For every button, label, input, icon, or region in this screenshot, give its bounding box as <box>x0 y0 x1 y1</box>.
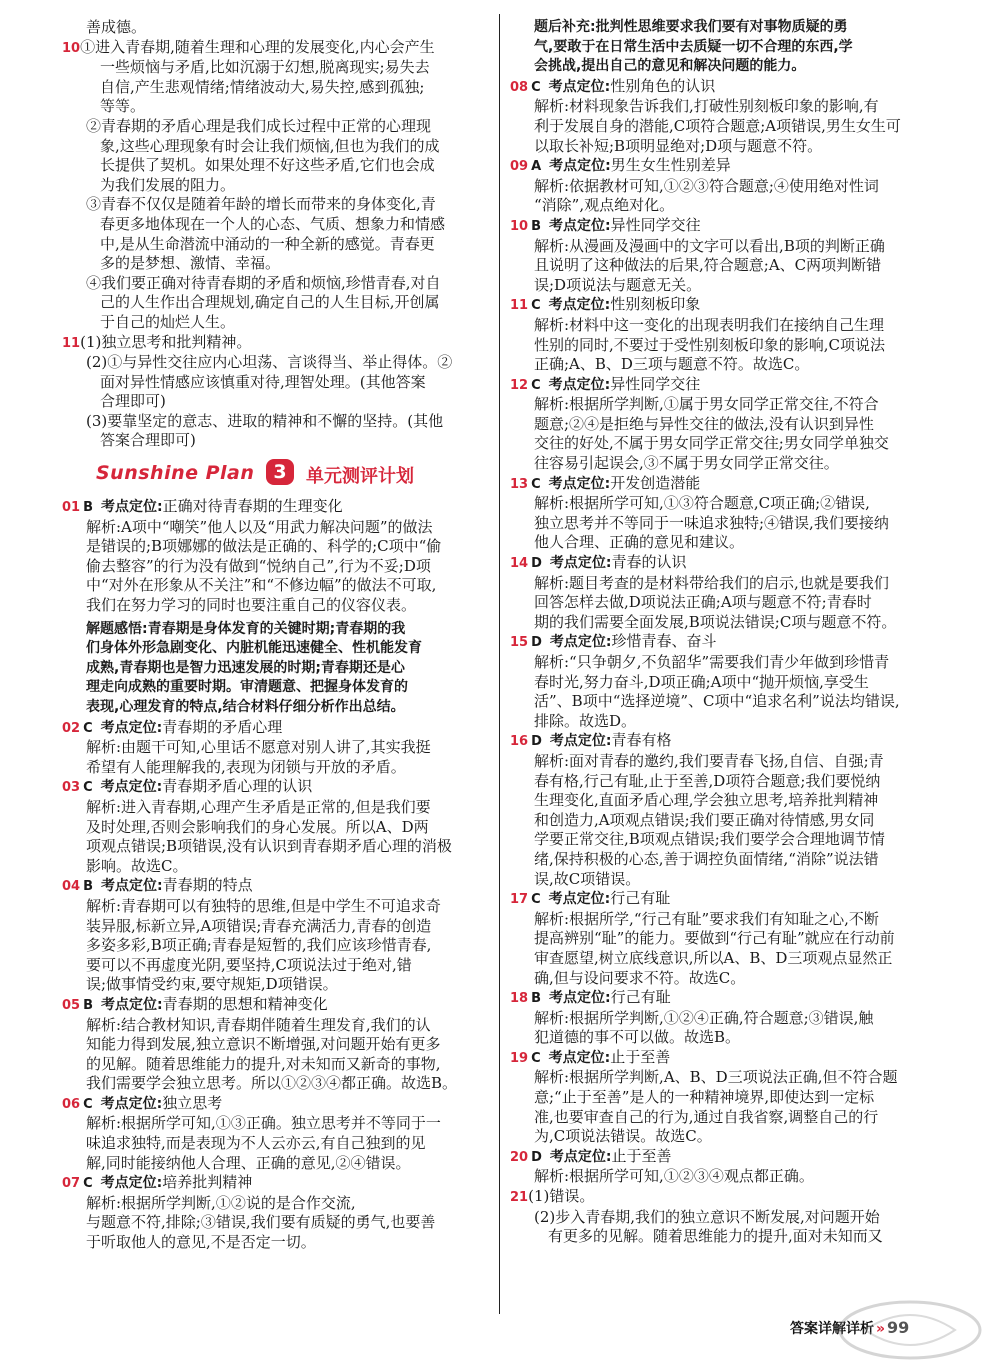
text-line: 提高辨别“耻”的能力。要做到“行己有耻”就应在行动前 <box>534 929 895 948</box>
answer-item <box>510 889 948 988</box>
text-line: 理走向成熟的重要时期。审清题意、把握身体发育的 <box>86 679 408 696</box>
text-line: 解析:根据所学可知,①③符合题意,C项正确;②错误, <box>534 494 870 513</box>
text-line: 学要正常交往,B项观点错误;我们要学会合理地调节情 <box>534 830 885 849</box>
topic-text: 青春的认识 <box>611 553 687 572</box>
answer-item <box>510 632 948 731</box>
answer-header <box>510 1048 948 1069</box>
answer-letter: B <box>531 991 542 1007</box>
topic-text: 行己有耻 <box>610 988 671 1007</box>
text-line: 于自己的灿烂人生。 <box>100 312 236 331</box>
answer-letter: C <box>83 780 93 796</box>
text-line: 绪,保持积极的心态,善于调控负面情绪,“消除”说法错 <box>534 849 879 868</box>
answer-item <box>510 988 948 1048</box>
text-line: 多姿多彩,B项正确;青春是短暂的,我们应该珍惜青春, <box>86 936 432 955</box>
text-line: ③青春不仅仅是随着年龄的增长而带来的身体变化,青 <box>86 195 436 214</box>
text-line: 春更多地体现在一个人的心态、气质、想象力和情感 <box>100 214 446 233</box>
text-line: 题后补充:批判性思维要求我们要有对事物质疑的勇 <box>534 19 848 35</box>
banner-unit-number: 3 <box>266 459 294 485</box>
question-number: 19 <box>510 1050 529 1066</box>
text-line: 装异服,标新立异,A项错误;青春充满活力,青春的创造 <box>86 916 432 935</box>
text-line: 解析:A项中“嘲笑”他人以及“用武力解决问题”的做法 <box>86 517 433 536</box>
answer-letter: C <box>531 79 541 95</box>
answer-item <box>510 1147 948 1187</box>
question-number: 02 <box>62 720 81 736</box>
text-line: 解析:结合教材知识,青春期伴随着生理发育,我们的认 <box>86 1015 431 1034</box>
text-line: 误;D项说法与题意无关。 <box>534 275 702 294</box>
answer-item <box>510 731 948 889</box>
text-line: 善成德。 <box>86 18 147 36</box>
answer-item <box>510 216 948 295</box>
topic-tag: 考点定位: <box>549 634 612 651</box>
topic-text: 性别角色的认识 <box>610 76 716 95</box>
topic-tag: 考点定位: <box>548 891 611 908</box>
question-number: 15 <box>510 635 529 651</box>
text-line: 于听取他人的意见,不是否定一切。 <box>86 1233 316 1252</box>
answer-item <box>510 156 948 216</box>
text-line: 活”、B项中“选择逆境”、C项中“追求名利”说法均错误, <box>534 692 900 711</box>
text-line: 排除。故选D。 <box>534 711 637 730</box>
text-line: 解析:根据所学可知,①②③④观点都正确。 <box>534 1167 814 1186</box>
topic-text: 培养批判精神 <box>162 1173 253 1192</box>
text-line: ④我们要正确对待青春期的矛盾和烦恼,珍惜青春,对自 <box>86 273 441 292</box>
question-number: 14 <box>510 556 529 572</box>
answer-letter: D <box>531 635 542 651</box>
text-line: 解析:材料中这一变化的出现表明我们在接纳自己生理 <box>534 315 885 334</box>
answer-item <box>62 718 492 778</box>
text-line: 解析:从漫画及漫画中的文字可以看出,B项的判断正确 <box>534 236 885 255</box>
question-number: 06 <box>62 1096 81 1112</box>
text-line: 期的我们需要全面发展,B项说法错误;C项与题意不符。 <box>534 612 897 631</box>
topic-text: 正确对待青春期的生理变化 <box>162 497 343 516</box>
topic-tag: 考点定位: <box>549 1148 612 1165</box>
text-line: (3)要靠坚定的意志、进取的精神和不懈的坚持。(其他 <box>86 411 444 430</box>
text-line: 解析:青春期可以有独特的思维,但是中学生不可追求奇 <box>86 896 441 915</box>
topic-text: 珍惜青春、奋斗 <box>611 632 717 651</box>
text-line: 利于发展自身的潜能,C项符合题意;A项错误,男生女生可 <box>534 116 901 135</box>
text-line: 中,是从生命潜流中涌动的一种全新的感觉。青春更 <box>100 234 435 253</box>
topic-tag: 考点定位: <box>100 719 163 736</box>
answer-header <box>510 77 948 98</box>
answer-letter: C <box>531 377 541 393</box>
topic-tag: 考点定位: <box>549 158 611 175</box>
text-line: “消除”,观点绝对化。 <box>534 196 675 215</box>
answer-letter: C <box>531 476 541 492</box>
text-line: 影响。故选C。 <box>86 856 188 875</box>
question-number: 04 <box>62 879 81 895</box>
topic-text: 男生女生性别差异 <box>610 156 731 175</box>
question-10 <box>62 38 492 333</box>
text-line: 解析:题目考查的是材料带给我们的启示,也就是要我们 <box>534 573 889 592</box>
answer-item <box>510 295 948 374</box>
topic-tag: 考点定位: <box>101 996 163 1013</box>
text-line: 且说明了这种做法的后果,符合题意;A、C两项判断错 <box>534 256 882 275</box>
text-line: 21(1)错误。 <box>510 1187 595 1206</box>
double-chevron-icon: » <box>876 1321 886 1337</box>
topic-tag: 考点定位: <box>548 475 611 492</box>
text-line: 与题意不符,排除;③错误,我们要有质疑的勇气,也要善 <box>86 1213 436 1232</box>
text-line: 为,C项说法错误。故选C。 <box>534 1127 712 1146</box>
text-line: 味追求独特,而是表现为不人云亦云,有自己独到的见 <box>86 1134 426 1153</box>
answer-header <box>510 632 948 653</box>
topic-tag: 考点定位: <box>549 990 611 1007</box>
answer-item <box>510 1048 948 1147</box>
answer-item <box>62 1094 492 1173</box>
text-line: 生理变化,直面矛盾心理,学会独立思考,培养批判精神 <box>534 791 879 810</box>
topic-tag: 考点定位: <box>549 555 612 572</box>
text-line: 偷去整容”的行为没有做到“悦纳自己”,行为不妥;D项 <box>86 556 431 575</box>
text-line: 是错误的;B项娜娜的做法是正确的、科学的;C项中“偷 <box>86 537 442 556</box>
text-line: 们身体外形急剧变化、内脏机能迅速健全、性机能发育 <box>86 640 422 657</box>
answer-header <box>510 988 948 1009</box>
text-line: 为我们发展的阻力。 <box>100 175 236 194</box>
text-line: 己的人生作出合理规划,确定自己的人生目标,开创属 <box>100 293 440 312</box>
answer-header <box>510 731 948 752</box>
answer-letter: C <box>531 298 541 314</box>
answer-header <box>510 1147 948 1168</box>
topic-tag: 考点定位: <box>101 499 163 516</box>
answer-header <box>510 216 948 237</box>
text-line: 面对异性情感应该慎重对待,理智处理。(其他答案 <box>100 372 426 391</box>
answer-item <box>62 876 492 995</box>
text-line: 解析:根据所学可知,①③正确。独立思考并不等同于一 <box>86 1114 441 1133</box>
text-line: 气,要敢于在日常生活中去质疑一切不合理的东西,学 <box>534 38 853 55</box>
answer-header <box>510 375 948 396</box>
question-number: 10 <box>62 40 81 56</box>
right-answer-items <box>510 77 948 1187</box>
text-line: 一些烦恼与矛盾,比如沉溺于幻想,脱离现实;易失去 <box>100 58 430 77</box>
topic-tag: 考点定位: <box>549 733 612 750</box>
question-number: 17 <box>510 892 529 908</box>
text-line: 解析:根据所学判断,①属于男女同学正常交往,不符合 <box>534 395 879 414</box>
question-number: 09 <box>510 159 529 175</box>
answer-letter: B <box>531 218 542 234</box>
banner-sunshine-plan: Sunshine Plan <box>96 462 255 485</box>
topic-tag: 考点定位: <box>548 78 611 95</box>
text-line: 解析:进入青春期,心理产生矛盾是正常的,但是我们要 <box>86 797 431 816</box>
answer-item <box>62 995 492 1094</box>
text-line: 10①进入青春期,随着生理和心理的发展变化,内心会产生 <box>62 37 435 56</box>
unit-banner <box>96 459 492 491</box>
question-11 <box>62 333 492 452</box>
topic-text: 青春期的特点 <box>162 876 253 895</box>
question-number: 12 <box>510 377 529 393</box>
text-line: 解析:由题干可知,心里话不愿意对别人讲了,其实我挺 <box>86 738 431 757</box>
text-line: 和创造力,A项观点错误;我们要正确对待情感,男女同 <box>534 810 875 829</box>
answer-letter: C <box>83 1176 93 1192</box>
text-line: 成熟,青春期也是智力迅速发展的时期;青春期还是心 <box>86 659 405 676</box>
right-column <box>510 18 948 1247</box>
text-line: 长提供了契机。如果处理不好这些矛盾,它们也会成 <box>100 156 435 175</box>
text-line: 解析:材料现象告诉我们,打破性别刻板印象的影响,有 <box>534 97 879 116</box>
question-number: 10 <box>510 218 529 234</box>
text-line: 春有格,行己有耻,止于至善,D项符合题意;我们要悦纳 <box>534 771 881 790</box>
answer-header <box>62 995 492 1016</box>
answer-letter: B <box>83 500 94 516</box>
answer-letter: C <box>83 720 93 736</box>
text-line: 准,也要审查自己的行为,通过自我省察,调整自己的行 <box>534 1107 879 1126</box>
text-line: 解析:根据所学判断,①②④正确,符合题意;③错误,触 <box>534 1008 874 1027</box>
answer-header <box>510 156 948 177</box>
text-line: 春时光,努力奋斗,D项正确;A项中“抛开烦恼,享受生 <box>534 672 869 691</box>
text-line: 有更多的见解。随着思维能力的提升,面对未知而又 <box>548 1227 883 1246</box>
text-line: 确,但与设问要求不符。故选C。 <box>534 968 746 987</box>
text-line: 误,故C项错误。 <box>534 869 641 888</box>
answer-item <box>510 77 948 156</box>
question-number: 13 <box>510 476 529 492</box>
answer-header <box>62 1173 492 1194</box>
text-line: 项观点错误;B项错误,没有认识到青春期矛盾心理的消极 <box>86 837 452 856</box>
answer-header <box>62 777 492 798</box>
text-line: 正确;A、B、D三项与题意不符。故选C。 <box>534 355 810 374</box>
answer-letter: C <box>531 892 541 908</box>
text-line: 解,同时能接纳他人合理、正确的意见,②④错误。 <box>86 1153 411 1172</box>
question-21 <box>510 1187 948 1247</box>
answer-item <box>510 375 948 474</box>
answer-item <box>510 474 948 553</box>
footer-label: 答案详解详析 <box>790 1321 874 1337</box>
question-number: 05 <box>62 997 81 1013</box>
answer-letter: D <box>531 734 542 750</box>
answer-header <box>62 1094 492 1115</box>
topic-text: 止于至善 <box>610 1047 671 1066</box>
text-line: 表现,心理发育的特点,结合材料仔细分析作出总结。 <box>86 699 405 715</box>
text-line: 解析:“只争朝夕,不负韶华”需要我们青少年做到珍惜青 <box>534 653 890 671</box>
text-line: 解析:依据教材可知,①②③符合题意;④使用绝对性词 <box>534 176 879 195</box>
topic-tag: 考点定位: <box>100 1175 163 1192</box>
text-line: 希望有人能理解我的,表现为闭锁与开放的矛盾。 <box>86 757 406 776</box>
text-line: 解析:根据所学,“行己有耻”要求我们有知耻之心,不断 <box>534 909 879 928</box>
text-line: 答案合理即可) <box>100 431 196 450</box>
question-number: 11 <box>62 335 81 351</box>
text-line: 意;“止于至善”是人的一种精神境界,即使达到一定标 <box>534 1088 875 1107</box>
topic-text: 独立思考 <box>162 1093 223 1112</box>
answer-letter: D <box>531 1149 542 1165</box>
topic-text: 青春期的思想和精神变化 <box>162 994 328 1013</box>
topic-tag: 考点定位: <box>549 217 611 234</box>
text-line: ②青春期的矛盾心理是我们成长过程中正常的心理现 <box>86 116 432 135</box>
text-line: 及时处理,否则会影响我们的身心发展。所以A、D两 <box>86 817 429 836</box>
text-line: 多的是梦想、激情、幸福。 <box>100 254 281 273</box>
topic-text: 性别刻板印象 <box>610 295 701 314</box>
question-number: 20 <box>510 1149 529 1165</box>
question-number: 08 <box>510 79 529 95</box>
topic-text: 异性同学交往 <box>610 374 701 393</box>
text-line: 合理即可) <box>100 392 166 411</box>
answer-header <box>62 876 492 897</box>
answer-item <box>62 497 492 616</box>
topic-tag: 考点定位: <box>548 1049 611 1066</box>
text-line: 独立思考并不等同于一味追求独特;④错误,我们要接纳 <box>534 513 889 532</box>
topic-text: 止于至善 <box>611 1146 672 1165</box>
topic-tag: 考点定位: <box>548 297 611 314</box>
text-line: 犯道德的事不可以做。故选B。 <box>534 1028 741 1047</box>
text-line: 解析:根据所学判断,A、B、D三项说法正确,但不符合题 <box>534 1068 898 1087</box>
text-line: 的见解。随着思维能力的提升,对未知而又新奇的事物, <box>86 1054 441 1073</box>
question-number: 16 <box>510 734 529 750</box>
topic-tag: 考点定位: <box>100 779 163 796</box>
topic-text: 青春期的矛盾心理 <box>162 717 283 736</box>
question-number: 21 <box>510 1190 529 1206</box>
answer-header <box>510 553 948 574</box>
supplement-note <box>510 18 948 77</box>
answer-letter: A <box>531 159 542 175</box>
text-line: 知能力得到发展,独立意识不断增强,对问题开始有更多 <box>86 1035 441 1054</box>
text-line: 11(1)独立思考和批判精神。 <box>62 332 252 351</box>
watermark-logo-icon <box>830 1295 990 1365</box>
text-line: 我们在努力学习的同时也要注重自己的仪容仪表。 <box>86 596 417 615</box>
topic-tag: 考点定位: <box>548 376 611 393</box>
answer-letter: C <box>531 1050 541 1066</box>
text-line: 题意;②④是拒绝与异性交往的做法,没有认识到异性 <box>534 414 874 433</box>
text-line: 会挑战,提出自己的意见和解决问题的能力。 <box>534 58 806 75</box>
topic-text: 青春期矛盾心理的认识 <box>162 777 313 796</box>
text-line: (2)步入青春期,我们的独立意识不断发展,对问题开始 <box>534 1207 880 1226</box>
text-line: 象,这些心理现象有时会让我们烦恼,但也为我们的成 <box>100 136 440 155</box>
text-line: 中“对外在形象从不关注”和“不修边幅”的做法不可取, <box>86 576 437 595</box>
text-line: 回答怎样去做,D项说法正确;A项与题意不符;青春时 <box>534 593 872 612</box>
answer-item <box>62 616 492 718</box>
text-line: 解析:面对青春的邀约,我们要青春飞扬,自信、自强;青 <box>534 751 884 770</box>
topic-text: 行己有耻 <box>610 889 671 908</box>
text-line: 等等。 <box>100 97 146 116</box>
text-line: 误;做事情受约束,要守规矩,D项错误。 <box>86 975 338 994</box>
answer-header <box>510 889 948 910</box>
banner-unit-title: 单元测评计划 <box>306 466 414 488</box>
topic-text: 开发创造潜能 <box>610 473 701 492</box>
text-line: 自信,产生悲观情绪;情绪波动大,易失控,感到孤独; <box>100 77 425 96</box>
answer-item <box>510 553 948 632</box>
text-line: 以取长补短;B项明显绝对;D项与题意不符。 <box>534 136 823 155</box>
answer-header <box>510 474 948 495</box>
text-line: (2)①与异性交往应内心坦荡、言谈得当、举止得体。② <box>86 353 453 372</box>
answer-header <box>62 497 492 518</box>
topic-tag: 考点定位: <box>100 1095 163 1112</box>
question-number: 11 <box>510 298 529 314</box>
text-line: 解题感悟:青春期是身体发育的关键时期;青春期的我 <box>86 620 406 637</box>
question-number: 07 <box>62 1176 81 1192</box>
answer-letter: B <box>83 879 94 895</box>
text-line: 审查愿望,树立底线意识,所以A、B、D三项观点显然正 <box>534 948 893 967</box>
question-number: 18 <box>510 991 529 1007</box>
left-answer-items <box>62 497 492 1253</box>
page-number: 99 <box>887 1318 910 1337</box>
answer-letter: D <box>531 556 542 572</box>
answer-letter: B <box>83 997 94 1013</box>
text-line: 交往的好处,不属于男女同学正常交往;男女同学单独交 <box>534 434 889 453</box>
answer-item <box>62 777 492 876</box>
topic-text: 异性同学交往 <box>610 215 701 234</box>
question-number: 01 <box>62 500 81 516</box>
text-line: 他人合理、正确的意见和建议。 <box>534 533 745 552</box>
topic-tag: 考点定位: <box>101 878 163 895</box>
text-line: 要可以不再虚度光阴,要坚持,C项说法过于绝对,错 <box>86 955 412 974</box>
answer-header <box>62 718 492 739</box>
text-line: 往容易引起误会,③不属于男女同学正常交往。 <box>534 454 839 473</box>
answer-header <box>510 295 948 316</box>
answer-item <box>62 1173 492 1252</box>
text-line: 我们需要学会独立思考。所以①②③④都正确。故选B。 <box>86 1074 458 1093</box>
answer-letter: C <box>83 1096 93 1112</box>
text-line: 性别的同时,不要过于受性别刻板印象的影响,C项说法 <box>534 335 886 354</box>
column-divider <box>499 14 500 1314</box>
question-number: 03 <box>62 780 81 796</box>
left-column <box>62 18 492 1253</box>
topic-text: 青春有格 <box>611 731 672 750</box>
text-line: 解析:根据所学判断,①②说的是合作交流, <box>86 1193 356 1212</box>
